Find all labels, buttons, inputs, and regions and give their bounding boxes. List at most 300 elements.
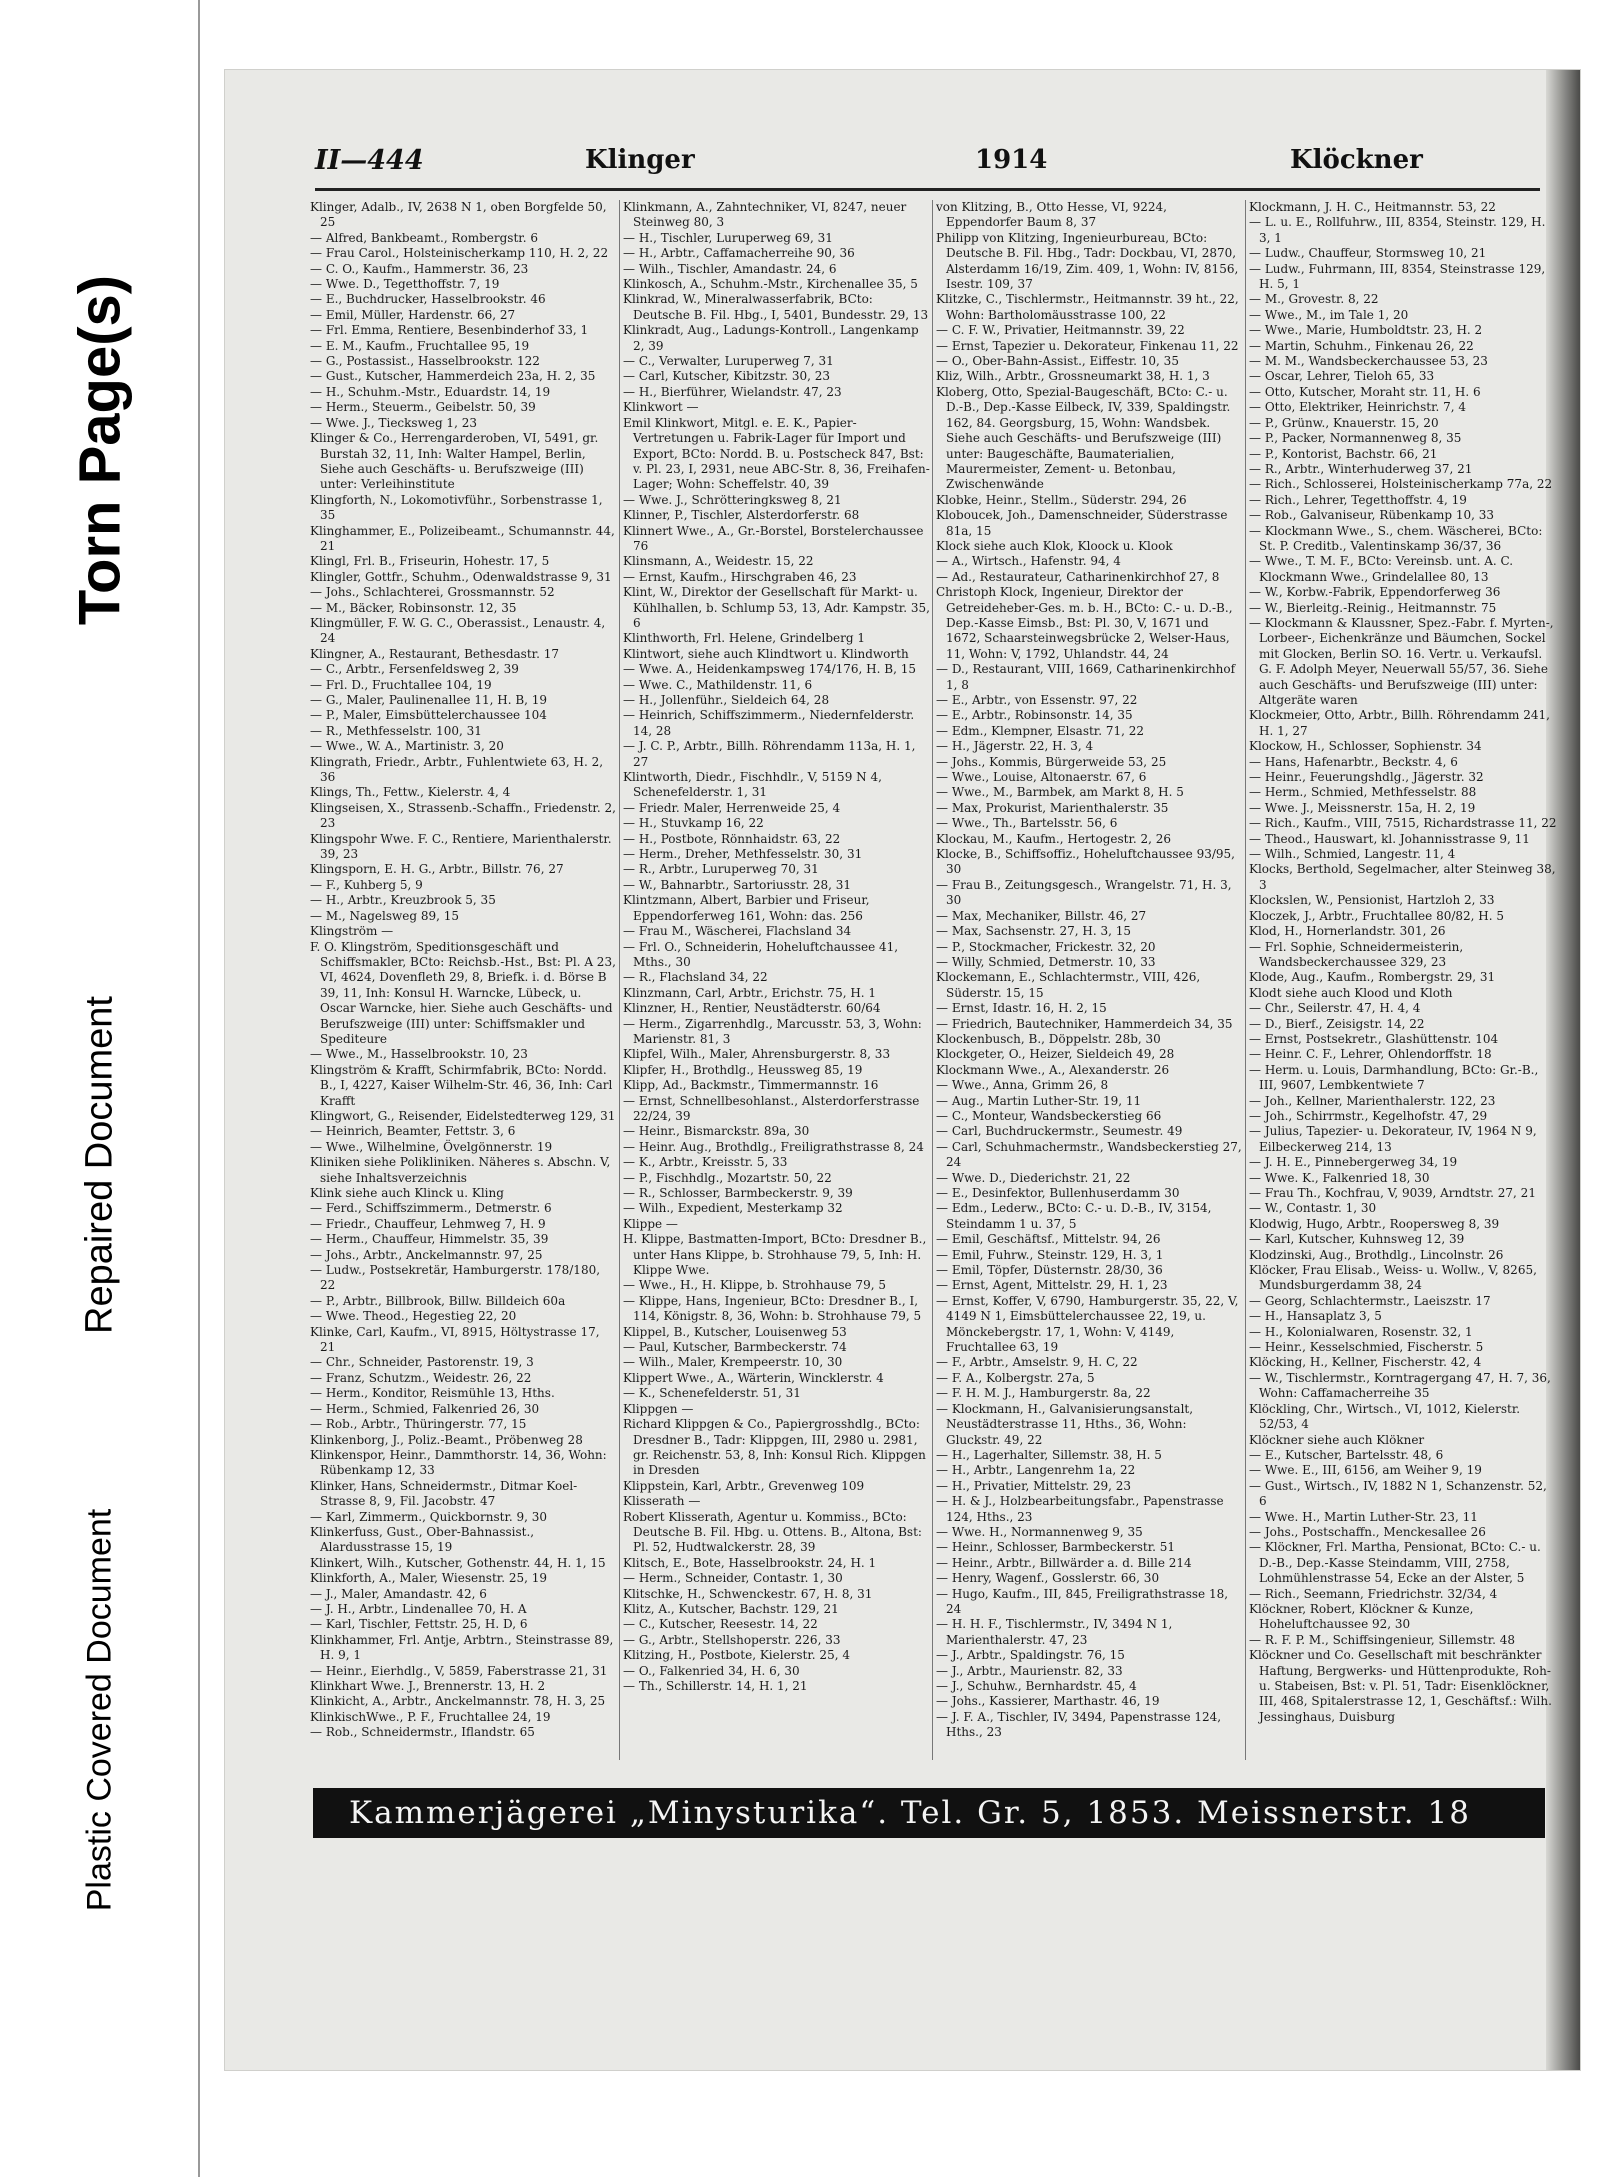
- directory-entry: — Herm., Schmied, Falkenried 26, 30: [310, 1401, 540, 1416]
- directory-entry: — Ludw., Chauffeur, Stormsweg 10, 21: [1249, 246, 1487, 261]
- directory-entry: — Herm., Schmied, Methfesselstr. 88: [1249, 785, 1477, 800]
- directory-entry: — Wwe. J., Schrötteringksweg 8, 21: [623, 492, 842, 507]
- directory-entry: — Ad., Restaurateur, Catharinenkirchhof 27, 8: [936, 569, 1220, 584]
- directory-entry: — Wwe., Wilhelmine, Övelgönnerstr. 19: [310, 1139, 553, 1154]
- directory-entry: — H., Stuvkamp 16, 22: [623, 816, 764, 831]
- advertisement-banner: Kammerjägerei „Minysturika“. Tel. Gr. 5, 1853. Meissnerstr. 18: [313, 1788, 1545, 1838]
- directory-entry: Robert Klisserath, Agentur u. Kommiss., BCto: Deutsche B. Fil. Hbg. u. Ottens. B., Altona, Bst: Pl. 52, Hudtwalckerstr. 28, 39: [623, 1509, 922, 1555]
- directory-entry: — Oscar, Lehrer, Tieloh 65, 33: [1249, 369, 1435, 384]
- directory-entry: — W., Tischlermstr., Korntragergang 47, H. 7, 36, Wohn: Caffamacherreihe 35: [1249, 1370, 1551, 1401]
- directory-entry: Klinger & Co., Herrengarderoben, VI, 5491, gr. Burstah 32, 11, Inh: Walter Hampel, Berlin, Siehe auch Geschäfts- u. Berufszweige (III) unter: Verleihinstitute: [310, 431, 599, 492]
- directory-entry: — W., Korbw.-Fabrik, Eppendorferweg 36: [1249, 585, 1501, 600]
- directory-entry: Klockmann, J. H. C., Heitmannstr. 53, 22: [1249, 200, 1496, 214]
- directory-entry: — Wwe. K., Falkenried 18, 30: [1249, 1170, 1430, 1185]
- directory-entry: — Wwe., M., Hasselbrookstr. 10, 23: [310, 1047, 528, 1062]
- directory-entry: — Carl, Buchdruckermstr., Seumestr. 49: [936, 1124, 1183, 1139]
- directory-entry: — Herm., Steuerm., Geibelstr. 50, 39: [310, 400, 536, 415]
- directory-entry: Klockgeter, O., Heizer, Sieldeich 49, 28: [936, 1047, 1175, 1062]
- directory-entry: Klöckner und Co. Gesellschaft mit beschränkter Haftung, Bergwerks- und Hüttenprodukte, Roh- u. Stabeisen, Bst: v. Pl. 51, Tadr: Eisenklöckner, III, 468, Spitalerstrasse 12, 1, Geschäftsf.: Wilh. Jessinghaus, Duisburg: [1249, 1648, 1552, 1724]
- directory-entry: — Frl. Emma, Rentiere, Besenbinderhof 33, 1: [310, 323, 589, 338]
- directory-entry: — Hugo, Kaufm., III, 845, Freiligrathstrasse 18, 24: [936, 1586, 1229, 1616]
- directory-entry: — Ferd., Schiffszimmerm., Detmerstr. 6: [310, 1201, 552, 1216]
- directory-entry: — Heinr., Feuerungshdlg., Jägerstr. 32: [1249, 770, 1484, 785]
- header-last-word: Klöckner: [1290, 145, 1423, 175]
- directory-entry: Klingwort, G., Reisender, Eidelstedterweg 129, 31: [310, 1108, 616, 1123]
- directory-entry: — W., Contastr. 1, 30: [1249, 1201, 1377, 1216]
- directory-entry: Klitzke, C., Tischlermstr., Heitmannstr. 39 ht., 22, Wohn: Bartholomäusstrasse 100, 22: [936, 292, 1239, 322]
- directory-entry: Klodzinski, Aug., Brothdlg., Lincolnstr. 26: [1249, 1247, 1504, 1262]
- directory-entry: — P., Stockmacher, Frickestr. 32, 20: [936, 939, 1156, 954]
- directory-entry: — M., Bäcker, Robinsonstr. 12, 35: [310, 600, 517, 615]
- directory-entry: — Klockmann & Klaussner, Spez.-Fabr. f. Myrten-, Lorbeer-, Eichenkränze und Bäumchen, Sockel mit Glocken, Berlin SO. 16. Vertr. u. Verkaufsl. G. F. Adolph Meyer, Neuerwall 55/57, 36. Siehe auch Geschäfts- und Berufszweige (III) unter: Altgeräte waren: [1249, 615, 1554, 707]
- directory-entry: — H., Jollenführ., Sieldeich 64, 28: [623, 693, 830, 707]
- directory-entry: — Emil, Müller, Hardenstr. 66, 27: [310, 307, 516, 322]
- directory-entry: Klinzmann, Carl, Arbtr., Erichstr. 75, H. 1: [623, 985, 877, 1000]
- directory-entry: — Wilh., Maler, Krempeerstr. 10, 30: [623, 1355, 843, 1370]
- directory-entry: — Herm., Chauffeur, Himmelstr. 35, 39: [310, 1232, 549, 1247]
- directory-entry: — M. M., Wandsbeckerchaussee 53, 23: [1249, 354, 1488, 369]
- directory-entry: — Wwe., H., H. Klippe, b. Strohhause 79, 5: [623, 1278, 886, 1293]
- directory-entry: — Wwe. A., Heidenkampsweg 174/176, H. B, 15: [623, 662, 916, 677]
- directory-entry: Kloczek, J., Arbtr., Fruchtallee 80/82, H. 5: [1249, 908, 1505, 923]
- directory-entry: — Herm., Zigarrenhdlg., Marcusstr. 53, 3, Wohn: Marienstr. 81, 3: [623, 1016, 922, 1046]
- directory-entry: Klingl, Frl. B., Friseurin, Hohestr. 17, 5: [310, 554, 550, 569]
- directory-entry: — H., Jägerstr. 22, H. 3, 4: [936, 739, 1094, 754]
- directory-entry: Klockslen, W., Pensionist, Hartzloh 2, 33: [1249, 893, 1495, 908]
- directory-entry: — Max, Mechaniker, Billstr. 46, 27: [936, 908, 1147, 923]
- directory-entry: — Rich., Seemann, Friedrichstr. 32/34, 4: [1249, 1586, 1498, 1601]
- directory-entry: Klippgen —: [623, 1401, 694, 1416]
- directory-entry: Klockemann, E., Schlachtermstr., VIII, 426, Süderstr. 15, 15: [936, 970, 1201, 1000]
- directory-entry: — Joh., Schirrmstr., Kegelhofstr. 47, 29: [1249, 1108, 1488, 1123]
- directory-entry: Klinnert Wwe., A., Gr.-Borstel, Borstelerchaussee 76: [623, 523, 924, 553]
- directory-entry: — O., Ober-Bahn-Assist., Eiffestr. 10, 35: [936, 354, 1179, 369]
- torn-pages-label: Torn Page(s): [67, 274, 133, 626]
- directory-entry: — Wwe., Louise, Altonaerstr. 67, 6: [936, 770, 1147, 785]
- directory-entry: H. Klippe, Bastmatten-Import, BCto: Dresdner B., unter Hans Klippe, b. Strohhause 79, 5, Inh: H. Klippe Wwe.: [623, 1232, 927, 1278]
- directory-entry: — Johs., Postschaffn., Menckesallee 26: [1249, 1524, 1486, 1539]
- directory-entry: Klinkhart Wwe. J., Brennerstr. 13, H. 2: [310, 1679, 546, 1693]
- directory-entry: — J., Maler, Amandastr. 42, 6: [310, 1586, 487, 1601]
- directory-entry: — Henry, Wagenf., Gosslerstr. 66, 30: [936, 1571, 1160, 1586]
- directory-entry: Klisserath —: [623, 1494, 701, 1509]
- directory-entry: — Herm., Schneider, Contastr. 1, 30: [623, 1571, 843, 1586]
- directory-entry: — A., Wirtsch., Hafenstr. 94, 4: [936, 554, 1121, 569]
- directory-entry: — Rob., Schneidermstr., Iflandstr. 65: [310, 1725, 535, 1740]
- directory-entry: — Wwe. E., III, 6156, am Weiher 9, 19: [1249, 1463, 1482, 1478]
- directory-entry: — Ernst, Tapezier u. Dekorateur, Finkenau 11, 22: [936, 338, 1239, 353]
- directory-entry: — E. M., Kaufm., Fruchtallee 95, 19: [310, 338, 530, 353]
- directory-entry: Klocks, Berthold, Segelmacher, alter Steinweg 38, 3: [1249, 862, 1556, 892]
- directory-columns: [310, 200, 1557, 1760]
- directory-entry: — Heinrich, Beamter, Fettstr. 3, 6: [310, 1124, 516, 1139]
- directory-entry: Klippel, B., Kutscher, Louisenweg 53: [623, 1324, 847, 1339]
- directory-entry: — Wwe., T. M. F., BCto: Vereinsb. unt. A. C. Klockmann Wwe., Grindelallee 80, 13: [1249, 554, 1514, 584]
- directory-entry: — Wwe. D., Tegetthoffstr. 7, 19: [310, 277, 500, 292]
- directory-entry: — Wwe. J., Meissnerstr. 15a, H. 2, 19: [1249, 800, 1476, 815]
- directory-entry: Klöckner siehe auch Klökner: [1249, 1432, 1425, 1447]
- directory-entry: — D., Bierf., Zeisigstr. 14, 22: [1249, 1016, 1425, 1031]
- directory-entry: — W., Bierleitg.-Reinig., Heitmannstr. 75: [1249, 600, 1497, 615]
- directory-entry: — Wilh., Tischler, Amandastr. 24, 6: [623, 261, 837, 276]
- directory-entry: — Johs., Kommis, Bürgerweide 53, 25: [936, 754, 1167, 769]
- directory-entry: Klippert Wwe., A., Wärterin, Wincklerstr. 4: [623, 1370, 884, 1385]
- plastic-covered-label: Plastic Covered Document: [80, 1508, 119, 1912]
- directory-entry: — Rob., Galvaniseur, Rübenkamp 10, 33: [1249, 508, 1495, 523]
- directory-entry: — K., Schenefelderstr. 51, 31: [623, 1386, 801, 1401]
- directory-entry: Klipfel, Wilh., Maler, Ahrensburgerstr. 8, 33: [623, 1047, 891, 1062]
- directory-entry: — Klöckner, Frl. Martha, Pensionat, BCto: C.- u. D.-B., Dep.-Kasse Steindamm, VIII, 2758, Lohmühlenstrasse 54, Ecke an der Alster, 5: [1249, 1540, 1541, 1586]
- directory-entry: — Martin, Schuhm., Finkenau 26, 22: [1249, 338, 1474, 353]
- directory-entry: — M., Nagelsweg 89, 15: [310, 908, 460, 923]
- directory-entry: — Karl, Tischler, Fettstr. 25, H. D, 6: [310, 1617, 528, 1632]
- directory-entry: — Ernst, Agent, Mittelstr. 29, H. 1, 23: [936, 1278, 1168, 1293]
- directory-entry: Klingforth, N., Lokomotivführ., Sorbenstrasse 1, 35: [310, 492, 603, 523]
- directory-entry: — H., Arbtr., Caffamacherreihe 90, 36: [623, 246, 855, 261]
- directory-entry: Klingström —: [310, 924, 394, 939]
- directory-entry: — R., Flachsland 34, 22: [623, 970, 768, 985]
- directory-entry: — E., Kutscher, Bartelsstr. 48, 6: [1249, 1447, 1444, 1462]
- column-separator: [1245, 200, 1246, 1760]
- directory-entry: Klockow, H., Schlosser, Sophienstr. 34: [1249, 739, 1482, 754]
- directory-entry: — Chr., Schneider, Pastorenstr. 19, 3: [310, 1355, 534, 1370]
- directory-entry: Klingmüller, F. W. G. C., Oberassist., Lenaustr. 4, 24: [310, 615, 606, 646]
- directory-entry: — Alfred, Bankbeamt., Rombergstr. 6: [310, 230, 538, 245]
- directory-entry: — F., Arbtr., Amselstr. 9, H. C, 22: [936, 1355, 1138, 1370]
- directory-entry: Klitz, A., Kutscher, Bachstr. 129, 21: [623, 1601, 839, 1616]
- directory-entry: — H., Tischler, Luruperweg 69, 31: [623, 230, 833, 245]
- directory-entry: — Wwe. H., Normannenweg 9, 35: [936, 1524, 1143, 1539]
- directory-entry: — H., Privatier, Mittelstr. 29, 23: [936, 1478, 1132, 1493]
- directory-entry: Klingler, Gottfr., Schuhm., Odenwaldstrasse 9, 31: [310, 569, 612, 584]
- header-year: 1914: [975, 145, 1048, 175]
- directory-entry: Klodwig, Hugo, Arbtr., Roopersweg 8, 39: [1249, 1216, 1500, 1231]
- directory-entry: Klöcker, Frau Elisab., Weiss- u. Wollw., V, 8265, Mundsburgerdamm 38, 24: [1249, 1263, 1537, 1293]
- directory-entry: — Herm. u. Louis, Darmhandlung, BCto: Gr.-B., III, 9607, Lembkentwiete 7: [1249, 1062, 1539, 1093]
- directory-page: [225, 70, 1580, 2070]
- directory-entry: — F. H. M. J., Hamburgerstr. 8a, 22: [936, 1386, 1151, 1401]
- directory-entry: Klintworth, Diedr., Fischhdlr., V, 5159 N 4, Schenefelderstr. 1, 31: [623, 770, 882, 800]
- directory-entry: — C. F. W., Privatier, Heitmannstr. 39, 22: [936, 323, 1185, 338]
- directory-entry: — Herm., Dreher, Methfesselstr. 30, 31: [623, 847, 863, 862]
- directory-entry: — Ernst, Koffer, V, 6790, Hamburgerstr. 35, 22, V, 4149 N 1, Eimsbüttelerchaussee 22, 19, u. Mönckebergstr. 17, 1, Wohn: V, 4149, Fruchtallee 63, 19: [936, 1293, 1239, 1355]
- directory-entry: von Klitzing, B., Otto Hesse, VI, 9224, Eppendorfer Baum 8, 37: [936, 200, 1167, 230]
- directory-entry: — Hans, Hafenarbtr., Beckstr. 4, 6: [1249, 754, 1458, 769]
- directory-entry: Klinger, Adalb., IV, 2638 N 1, oben Borgfelde 50, 25: [310, 200, 607, 230]
- directory-entry: — Rich., Kaufm., VIII, 7515, Richardstrasse 11, 22: [1249, 816, 1557, 831]
- directory-entry: — Frl. Sophie, Schneidermeisterin, Wandsbeckerchaussee 329, 23: [1249, 939, 1464, 969]
- directory-entry: — W., Bahnarbtr., Sartoriusstr. 28, 31: [623, 877, 851, 892]
- directory-entry: — Johs., Kassierer, Marthastr. 46, 19: [936, 1694, 1160, 1709]
- directory-entry: Klinkert, Wilh., Kutscher, Gothenstr. 44, H. 1, 15: [310, 1555, 606, 1570]
- directory-entry: — Theod., Hauswart, kl. Johannisstrasse 9, 11: [1249, 831, 1530, 846]
- directory-entry: — Ernst, Kaufm., Hirschgraben 46, 23: [623, 569, 857, 584]
- directory-entry: Klocke, B., Schiffsoffiz., Hoheluftchaussee 93/95, 30: [936, 847, 1235, 877]
- page-header: [315, 145, 1520, 191]
- directory-entry: — Paul, Kutscher, Barmbeckerstr. 74: [623, 1340, 847, 1355]
- directory-entry: — Emil, Töpfer, Düsternstr. 28/30, 36: [936, 1263, 1163, 1278]
- directory-entry: — Wwe. J., Tiecksweg 1, 23: [310, 415, 477, 430]
- directory-entry: Klingseisen, X., Strassenb.-Schaffn., Friedenstr. 2, 23: [310, 800, 616, 831]
- directory-entry: Klockmann Wwe., A., Alexanderstr. 26: [936, 1062, 1170, 1077]
- directory-entry: — Edm., Klempner, Elsastr. 71, 22: [936, 723, 1145, 738]
- directory-entry: Klinkenspor, Heinr., Dammthorstr. 14, 36, Wohn: Rübenkamp 12, 33: [310, 1447, 607, 1478]
- directory-entry: Klinghammer, E., Polizeibeamt., Schumannstr. 44, 21: [310, 523, 615, 553]
- directory-entry: — Frau Carol., Holsteinischerkamp 110, H. 2, 22: [310, 246, 609, 261]
- directory-entry: Klöckling, Chr., Wirtsch., VI, 1012, Kielerstr. 52/53, 4: [1249, 1401, 1521, 1432]
- directory-entry: — Wwe. H., Martin Luther-Str. 23, 11: [1249, 1509, 1478, 1524]
- document-condition-labels: [0, 0, 200, 2177]
- directory-entry: Klitzing, H., Postbote, Kielerstr. 25, 4: [623, 1648, 850, 1663]
- directory-entry: Kloboucek, Joh., Damenschneider, Süderstrasse 81a, 15: [936, 508, 1228, 538]
- directory-entry: — Franz, Schutzm., Weidestr. 26, 22: [310, 1370, 532, 1385]
- directory-entry: — O., Falkenried 34, H. 6, 30: [623, 1663, 800, 1678]
- directory-entry: — Frl. O., Schneiderin, Hoheluftchaussee 41, Mths., 30: [623, 939, 899, 969]
- directory-entry: — Frl. D., Fruchtallee 104, 19: [310, 677, 492, 692]
- directory-entry: — Wwe., M., Barmbek, am Markt 8, H. 5: [936, 785, 1184, 800]
- directory-entry: Klinkenborg, J., Poliz.-Beamt., Pröbenweg 28: [310, 1432, 583, 1447]
- directory-entry: Klingspohr Wwe. F. C., Rentiere, Marienthalerstr. 39, 23: [310, 831, 612, 862]
- directory-entry: — Otto, Kutscher, Moraht str. 11, H. 6: [1249, 384, 1481, 399]
- directory-entry: — Heinr. C. F., Lehrer, Ohlendorffstr. 18: [1249, 1047, 1492, 1062]
- directory-entry: — Friedr., Chauffeur, Lehmweg 7, H. 9: [310, 1216, 546, 1231]
- directory-entry: — R., Methfesselstr. 100, 31: [310, 723, 482, 738]
- directory-entry: — Rich., Lehrer, Tegetthoffstr. 4, 19: [1249, 492, 1467, 507]
- directory-entry: — Aug., Martin Luther-Str. 19, 11: [936, 1093, 1142, 1108]
- directory-entry: — Karl, Zimmerm., Quickbornstr. 9, 30: [310, 1509, 548, 1524]
- directory-entry: Klinzner, H., Rentier, Neustädterstr. 60/64: [623, 1001, 881, 1016]
- directory-entry: — Ernst, Idastr. 16, H. 2, 15: [936, 1001, 1107, 1016]
- directory-entry: — E., Desinfektor, Bullenhuserdamm 30: [936, 1186, 1180, 1200]
- directory-entry: — Edm., Lederw., BCto: C.- u. D.-B., IV, 3154, Steindamm 1 u. 37, 5: [936, 1201, 1212, 1231]
- directory-entry: — Julius, Tapezier- u. Dekorateur, IV, 1964 N 9, Eilbeckerweg 214, 13: [1249, 1124, 1537, 1154]
- directory-entry: — P., Packer, Normannenweg 8, 35: [1249, 431, 1462, 446]
- directory-entry: — Frau M., Wäscherei, Flachsland 34: [623, 924, 852, 939]
- directory-entry: Klodt siehe auch Klood und Kloth: [1249, 985, 1453, 1000]
- column-separator: [619, 200, 620, 1760]
- directory-entry: — Otto, Elektriker, Heinrichstr. 7, 4: [1249, 400, 1467, 415]
- directory-entry: — Ludw., Fuhrmann, III, 8354, Steinstrasse 129, H. 5, 1: [1249, 261, 1546, 292]
- directory-entry: Klinkosch, A., Schuhm.-Mstr., Kirchenallee 35, 5: [623, 277, 918, 292]
- column-2: [623, 200, 931, 1760]
- directory-entry: — Heinr., Arbtr., Billwärder a. d. Bille 214: [936, 1555, 1192, 1570]
- directory-entry: Klitsch, E., Bote, Hasselbrookstr. 24, H. 1: [623, 1555, 877, 1570]
- directory-entry: — Heinr. Aug., Brothdlg., Freiligrathstrasse 8, 24: [623, 1139, 924, 1154]
- directory-entry: — C., Kutscher, Reesestr. 14, 22: [623, 1617, 818, 1632]
- directory-entry: Klinsmann, A., Weidestr. 15, 22: [623, 554, 814, 569]
- directory-entry: — Max, Sachsenstr. 27, H. 3, 15: [936, 924, 1132, 939]
- directory-entry: Klint, W., Direktor der Gesellschaft für Markt- u. Kühlhallen, b. Schlump 53, 13, Adr. Kampstr. 35, 6: [623, 585, 930, 630]
- directory-entry: — P., Fischhdlg., Mozartstr. 50, 22: [623, 1170, 832, 1185]
- directory-entry: — Friedrich, Bautechniker, Hammerdeich 34, 35: [936, 1016, 1233, 1031]
- header-first-word: Klinger: [585, 145, 695, 175]
- directory-entry: — Wwe., Th., Bartelsstr. 56, 6: [936, 816, 1118, 831]
- directory-entry: — Heinr., Kesselschmied, Fischerstr. 5: [1249, 1340, 1484, 1355]
- directory-entry: — Ernst, Postsekretr., Glashüttenstr. 104: [1249, 1031, 1499, 1046]
- directory-entry: — Rich., Schlosserei, Holsteinischerkamp 77a, 22: [1249, 477, 1553, 492]
- directory-entry: — L. u. E., Rollfuhrw., III, 8354, Steinstr. 129, H. 3, 1: [1249, 215, 1546, 245]
- directory-entry: Klockenbusch, B., Döppelstr. 28b, 30: [936, 1031, 1161, 1046]
- directory-entry: Klippe —: [623, 1216, 678, 1231]
- directory-entry: — Carl, Kutscher, Kibitzstr. 30, 23: [623, 369, 831, 384]
- directory-entry: Klinkrad, W., Mineralwasserfabrik, BCto: Deutsche B. Fil. Hbg., I, 5401, Bundesstr. 29, 13: [623, 292, 929, 322]
- directory-entry: — J. C. P., Arbtr., Billh. Röhrendamm 113a, H. 1, 27: [623, 739, 916, 769]
- directory-entry: — Willy, Schmied, Detmerstr. 10, 33: [936, 954, 1156, 969]
- directory-entry: — H., Lagerhalter, Sillemstr. 38, H. 5: [936, 1447, 1162, 1462]
- directory-entry: Philipp von Klitzing, Ingenieurbureau, BCto: Deutsche B. Fil. Hbg., Tadr: Dockbau, VI, 2870, Alsterdamm 16/19, Zim. 409, 1, Wohn: IV, 8156, Isestr. 109, 37: [936, 230, 1239, 292]
- directory-entry: — Emil, Fuhrw., Steinstr. 129, H. 3, 1: [936, 1247, 1164, 1262]
- directory-entry: — Klockmann, H., Galvanisierungsanstalt, Neustädterstrasse 11, Hths., 36, Wohn: Gluckstr. 49, 22: [936, 1401, 1194, 1447]
- directory-entry: — Emil, Geschäftsf., Mittelstr. 94, 26: [936, 1232, 1161, 1247]
- directory-entry: — J. F. A., Tischler, IV, 3494, Papenstrasse 124, Hths., 23: [936, 1709, 1222, 1740]
- directory-entry: — Wwe., M., im Tale 1, 20: [1249, 307, 1409, 322]
- directory-entry: Klingner, A., Restaurant, Bethesdastr. 17: [310, 646, 559, 661]
- directory-entry: — J. H. E., Pinnebergerweg 34, 19: [1249, 1155, 1458, 1170]
- directory-entry: — Wilh., Schmied, Langestr. 11, 4: [1249, 847, 1456, 862]
- directory-entry: — G., Arbtr., Stellshoperstr. 226, 33: [623, 1632, 841, 1647]
- directory-entry: Klinker, Hans, Schneidermstr., Ditmar Koel-Strasse 8, 9, Fil. Jacobstr. 47: [310, 1478, 578, 1509]
- directory-entry: — Ludw., Postsekretär, Hamburgerstr. 178/180, 22: [310, 1263, 601, 1293]
- repaired-document-label: Repaired Document: [78, 996, 121, 1334]
- directory-entry: — Carl, Schuhmachermstr., Wandsbeckerstieg 27, 24: [936, 1139, 1242, 1170]
- directory-entry: Kloberg, Otto, Spezial-Baugeschäft, BCto: C.- u. D.-B., Dep.-Kasse Eilbeck, IV, 339, Spaldingstr. 162, 84. Georgsburg, 15, Wohn: Wandsbek. Siehe auch Geschäfts- und Berufszweige (III) unter: Baugeschäfte, Baumaterialien, Maurermeister, Zement- u. Betonbau, Zwischenwände: [936, 384, 1231, 492]
- directory-entry: — H., Hansaplatz 3, 5: [1249, 1309, 1382, 1324]
- directory-entry: — Wwe., W. A., Martinistr. 3, 20: [310, 739, 504, 754]
- directory-entry: — C., Verwalter, Luruperweg 7, 31: [623, 354, 834, 369]
- directory-entry: — J., Schuhw., Bernhardstr. 45, 4: [936, 1679, 1137, 1693]
- directory-entry: Klinkradt, Aug., Ladungs-Kontroll., Langenkamp 2, 39: [623, 323, 919, 353]
- directory-entry: — Wwe., Anna, Grimm 26, 8: [936, 1078, 1109, 1093]
- directory-entry: Klöckner, Robert, Klöckner & Kunze, Hoheluftchaussee 92, 30: [1249, 1601, 1474, 1632]
- directory-entry: Klock siehe auch Klok, Kloock u. Klook: [936, 538, 1173, 553]
- directory-entry: — Johs., Arbtr., Anckelmannstr. 97, 25: [310, 1247, 543, 1262]
- directory-entry: — Wwe., Marie, Humboldtstr. 23, H. 2: [1249, 323, 1483, 338]
- directory-entry: Klinthworth, Frl. Helene, Grindelberg 1: [623, 631, 865, 646]
- directory-entry: — Wwe. C., Mathildenstr. 11, 6: [623, 677, 813, 692]
- directory-entry: Klingrath, Friedr., Arbtr., Fuhlentwiete 63, H. 2, 36: [310, 754, 604, 785]
- directory-entry: — Friedr. Maler, Herrenweide 25, 4: [623, 800, 841, 815]
- directory-entry: Klink siehe auch Klinck u. Kling: [310, 1186, 504, 1200]
- directory-entry: — Gust., Kutscher, Hammerdeich 23a, H. 2, 35: [310, 369, 596, 384]
- column-separator: [932, 200, 933, 1760]
- directory-entry: — R., Arbtr., Luruperweg 70, 31: [623, 862, 819, 877]
- directory-entry: — K., Arbtr., Kreisstr. 5, 33: [623, 1155, 788, 1170]
- directory-entry: Klinke, Carl, Kaufm., VI, 8915, Höltystrasse 17, 21: [310, 1324, 600, 1355]
- directory-entry: — Joh., Kellner, Marienthalerstr. 122, 23: [1249, 1093, 1496, 1108]
- directory-entry: Klipp, Ad., Backmstr., Timmermannstr. 16: [623, 1078, 879, 1093]
- directory-entry: Klockmeier, Otto, Arbtr., Billh. Röhrendamm 241, H. 1, 27: [1249, 708, 1550, 738]
- directory-entry: Klingsporn, E. H. G., Arbtr., Billstr. 76, 27: [310, 862, 564, 877]
- directory-entry: — P., Kontorist, Bachstr. 66, 21: [1249, 446, 1438, 461]
- directory-entry: — G., Postassist., Hasselbrookstr. 122: [310, 354, 540, 369]
- directory-entry: — Heinr., Eierhdlg., V, 5859, Faberstrasse 21, 31: [310, 1663, 608, 1678]
- directory-entry: Klinkwort —: [623, 400, 699, 415]
- directory-entry: — M., Grovestr. 8, 22: [1249, 292, 1379, 307]
- directory-entry: Klinkhammer, Frl. Antje, Arbtrn., Steinstrasse 89, H. 9, 1: [310, 1632, 614, 1663]
- directory-entry: — H., Kolonialwaren, Rosenstr. 32, 1: [1249, 1324, 1473, 1339]
- label-divider: [198, 0, 200, 2177]
- directory-entry: — H. H. F., Tischlermstr., IV, 3494 N 1, Marienthalerstr. 47, 23: [936, 1617, 1173, 1647]
- directory-entry: Klitschke, H., Schwenckestr. 67, H. 8, 31: [623, 1586, 873, 1601]
- directory-entry: — Klockmann Wwe., S., chem. Wäscherei, BCto: St. P. Creditb., Valentinskamp 36/37, 36: [1249, 523, 1543, 553]
- directory-entry: — Wwe. Theod., Hegestieg 22, 20: [310, 1309, 517, 1324]
- directory-entry: Klobke, Heinr., Stellm., Süderstr. 294, 26: [936, 492, 1187, 507]
- directory-entry: Klintzmann, Albert, Barbier und Friseur, Eppendorferweg 161, Wohn: das. 256: [623, 893, 870, 923]
- directory-entry: — C., Monteur, Wandsbeckerstieg 66: [936, 1108, 1162, 1123]
- header-rule: [315, 188, 1540, 191]
- directory-entry: — Wilh., Expedient, Mesterkamp 32: [623, 1201, 843, 1216]
- directory-entry: — Ernst, Schnellbesohlanst., Alsterdorferstrasse 22/24, 39: [623, 1093, 920, 1123]
- directory-entry: — Georg, Schlachtermstr., Laeiszstr. 17: [1249, 1293, 1491, 1308]
- directory-entry: Klinkerfuss, Gust., Ober-Bahnassist., Alardusstrasse 15, 19: [310, 1524, 535, 1555]
- directory-entry: Christoph Klock, Ingenieur, Direktor der Getreideheber-Ges. m. b. H., BCto: C.- u. D.-B., Dep.-Kasse Eimsb., Bst: Pl. 30, V, 1671 und 1672, Schaarsteinwegsbrücke 2, Welser-Haus, 11, Wohn: V, 1792, Uhlandstr. 44, 24: [936, 585, 1233, 661]
- directory-entry: Klode, Aug., Kaufm., Rombergstr. 29, 31: [1249, 970, 1496, 985]
- directory-entry: Klinkmann, A., Zahntechniker, VI, 8247, neuer Steinweg 80, 3: [623, 200, 907, 230]
- directory-entry: — Johs., Schlachterei, Grossmannstr. 52: [310, 585, 555, 600]
- directory-entry: — H., Postbote, Rönnhaidstr. 63, 22: [623, 831, 841, 846]
- directory-entry: Klintwort, siehe auch Klindtwort u. Klindworth: [623, 646, 909, 661]
- directory-entry: — Th., Schillerstr. 14, H. 1, 21: [623, 1679, 808, 1693]
- directory-entry: — Max, Prokurist, Marienthalerstr. 35: [936, 800, 1169, 815]
- directory-entry: Kliniken siehe Polikliniken. Näheres s. Abschn. V, siehe Inhaltsverzeichnis: [310, 1155, 611, 1185]
- directory-entry: — Frau Th., Kochfrau, V, 9039, Arndtstr. 27, 21: [1249, 1186, 1536, 1200]
- directory-entry: Klipfer, H., Brothdlg., Heussweg 85, 19: [623, 1062, 863, 1077]
- directory-entry: — Heinr., Schlosser, Barmbeckerstr. 51: [936, 1540, 1176, 1555]
- directory-entry: Klings, Th., Fettw., Kielerstr. 4, 4: [310, 785, 511, 800]
- directory-entry: — C. O., Kaufm., Hammerstr. 36, 23: [310, 261, 529, 276]
- directory-entry: F. O. Klingström, Speditionsgeschäft und Schiffsmakler, BCto: Reichsb.-Hst., Bst: Pl. A 23, VI, 4624, Dovenfleth 29, 8, Briefk. i. d. Börse B 39, 11, Inh: Konsul H. Warncke, Lübeck, u. Oscar Warncke, hier. Siehe auch Geschäfts- und Berufszweige (III) unter: Schiffsmakler und Spediteure: [310, 939, 616, 1046]
- directory-entry: — H., Bierführer, Wielandstr. 47, 23: [623, 384, 842, 399]
- directory-entry: Klinkforth, A., Maler, Wiesenstr. 25, 19: [310, 1571, 548, 1586]
- directory-entry: — P., Grünw., Knauerstr. 15, 20: [1249, 415, 1439, 430]
- directory-entry: — Chr., Seilerstr. 47, H. 4, 4: [1249, 1001, 1421, 1016]
- directory-entry: Klippstein, Karl, Arbtr., Grevenweg 109: [623, 1478, 865, 1493]
- directory-entry: — F., Kuhberg 5, 9: [310, 877, 423, 892]
- directory-entry: Klod, H., Hornerlandstr. 301, 26: [1249, 924, 1446, 939]
- directory-entry: Emil Klinkwort, Mitgl. e. E. K., Papier-Vertretungen u. Fabrik-Lager für Import und Export, BCto: Nordd. B. u. Postscheck 847, Bst: v. Pl. 23, I, 2931, neue ABC-Str. 8, 36, Freihafen-Lager; Wohn: Scheffelstr. 40, 39: [623, 415, 930, 492]
- directory-entry: — E., Arbtr., Robinsonstr. 14, 35: [936, 708, 1133, 723]
- directory-entry: Klinkicht, A., Arbtr., Anckelmannstr. 78, H. 3, 25: [310, 1694, 606, 1709]
- directory-entry: — Heinrich, Schiffszimmerm., Niedernfelderstr. 14, 28: [623, 708, 915, 738]
- directory-entry: KlinkischWwe., P. F., Fruchtallee 24, 19: [310, 1709, 551, 1724]
- directory-entry: Richard Klippgen & Co., Papiergrosshdlg., BCto: Dresdner B., Tadr: Klippgen, III, 2980 u. 2981, gr. Reichenstr. 53, 8, Inh: Konsul Rich. Klippgen in Dresden: [623, 1417, 926, 1478]
- directory-entry: — Gust., Wirtsch., IV, 1882 N 1, Schanzenstr. 52, 6: [1249, 1478, 1547, 1509]
- column-1: [310, 200, 618, 1760]
- directory-entry: — J. H., Arbtr., Lindenallee 70, H. A: [310, 1601, 527, 1616]
- directory-entry: — Frau B., Zeitungsgesch., Wrangelstr. 71, H. 3, 30: [936, 877, 1232, 908]
- directory-entry: — H., Schuhm.-Mstr., Eduardstr. 14, 19: [310, 384, 551, 399]
- directory-entry: — Herm., Konditor, Reismühle 13, Hths.: [310, 1386, 555, 1401]
- directory-entry: — P., Arbtr., Billbrook, Billw. Billdeich 60a: [310, 1293, 566, 1308]
- directory-entry: — J., Arbtr., Maurienstr. 82, 33: [936, 1663, 1123, 1678]
- directory-entry: — C., Arbtr., Fersenfeldsweg 2, 39: [310, 662, 519, 677]
- directory-entry: — H., Arbtr., Langenrehm 1a, 22: [936, 1463, 1136, 1478]
- directory-entry: — R., Schlosser, Barmbeckerstr. 9, 39: [623, 1186, 853, 1200]
- directory-entry: Kliz, Wilh., Arbtr., Grossneumarkt 38, H. 1, 3: [936, 369, 1210, 384]
- directory-entry: — F. A., Kolbergstr. 27a, 5: [936, 1370, 1095, 1385]
- directory-entry: — J., Arbtr., Spaldingstr. 76, 15: [936, 1648, 1125, 1663]
- directory-entry: — R., Arbtr., Winterhuderweg 37, 21: [1249, 461, 1473, 476]
- page-number: II—444: [315, 145, 424, 176]
- directory-entry: — H. & J., Holzbearbeitungsfabr., Papenstrasse 124, Hths., 23: [936, 1494, 1224, 1524]
- directory-entry: — Klippe, Hans, Ingenieur, BCto: Dresdner B., I, 114, Königstr. 8, 36, Wohn: b. Strohhause 79, 5: [623, 1293, 922, 1324]
- directory-entry: Klinner, P., Tischler, Alsterdorferstr. 68: [623, 508, 860, 523]
- directory-entry: — Karl, Kutscher, Kuhnsweg 12, 39: [1249, 1232, 1465, 1247]
- directory-entry: — Rob., Arbtr., Thüringerstr. 77, 15: [310, 1417, 527, 1432]
- directory-entry: Klöcking, H., Kellner, Fischerstr. 42, 4: [1249, 1355, 1482, 1370]
- directory-entry: — Heinr., Bismarckstr. 89a, 30: [623, 1124, 810, 1139]
- directory-entry: — P., Maler, Eimsbüttelerchaussee 104: [310, 708, 547, 723]
